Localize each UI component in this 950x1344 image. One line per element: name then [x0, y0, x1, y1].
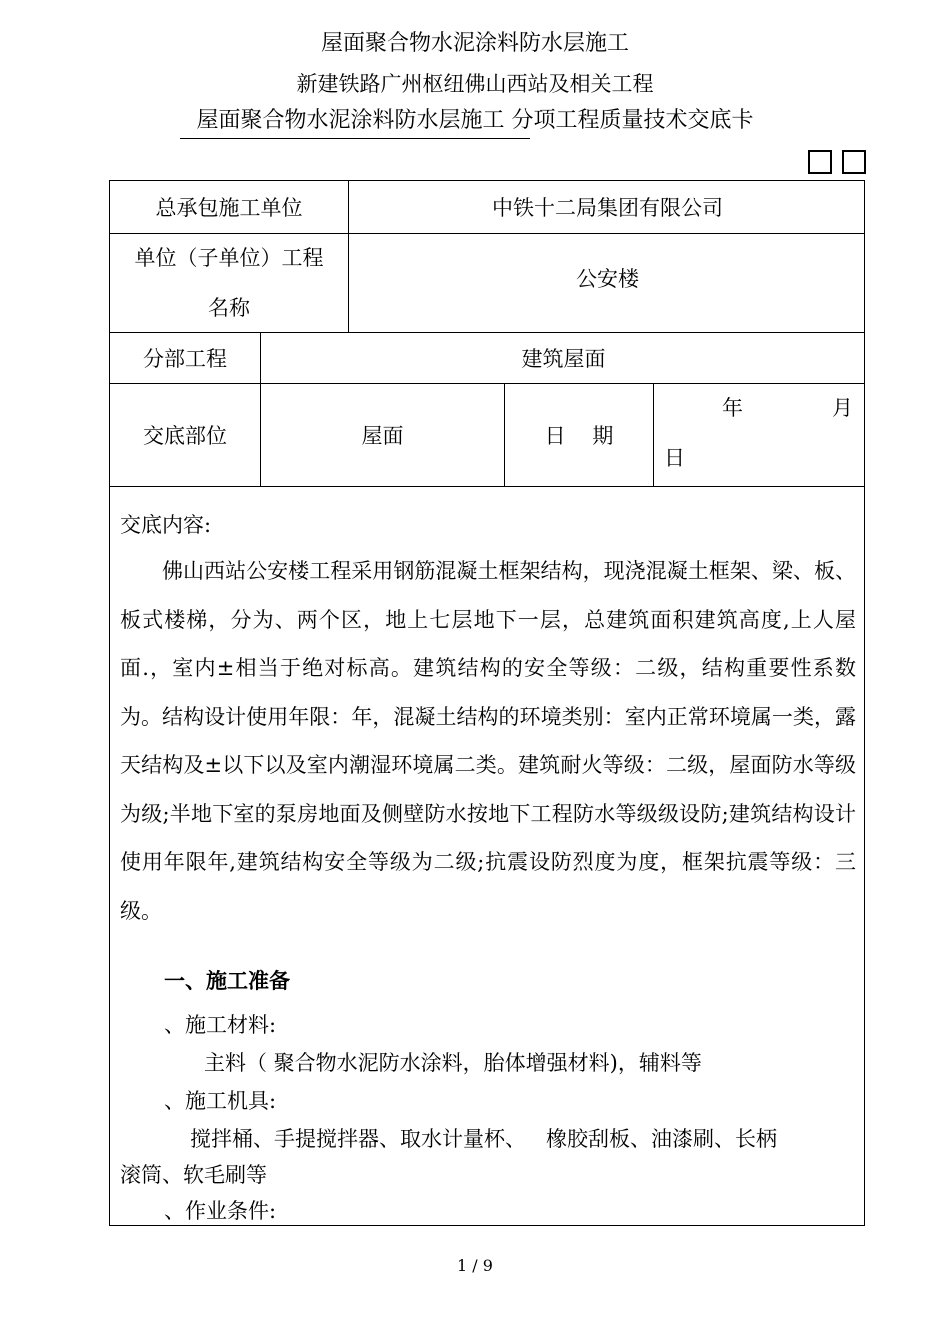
- row-contractor: [110, 181, 864, 234]
- contractor-label: 总承包施工单位: [110, 181, 349, 233]
- item-tools-body-2: 滚筒、软毛刷等: [120, 1163, 267, 1187]
- page-number: 1 / 9: [457, 1256, 493, 1275]
- item-tools-body-1: 搅拌桶、手提搅拌器、取水计量杯、 橡胶刮板、油漆刷、长柄: [190, 1127, 778, 1151]
- date-day: 日: [664, 446, 685, 470]
- date-month: 月: [832, 396, 853, 420]
- item-conditions-title: 、作业条件:: [164, 1199, 277, 1223]
- disclosure-table: [109, 180, 865, 1226]
- unit-label: [110, 234, 349, 332]
- row-unit: [110, 234, 864, 333]
- part-value: 屋面: [261, 384, 505, 486]
- section-preparation-title: 一、施工准备: [164, 969, 290, 993]
- row-part-date: [110, 384, 864, 487]
- card-title: 屋面聚合物水泥涂料防水层施工 分项工程质量技术交底卡: [196, 108, 754, 133]
- document-title: 屋面聚合物水泥涂料防水层施工: [320, 31, 629, 56]
- date-year: 年: [722, 396, 743, 420]
- item-materials-body: 主料（ 聚合物水泥防水涂料，胎体增强材料)，辅料等: [204, 1051, 702, 1075]
- date-value: [654, 384, 866, 486]
- unit-value: 公安楼: [576, 267, 639, 291]
- checkbox-2[interactable]: [842, 150, 866, 174]
- item-tools-title: 、施工机具:: [164, 1089, 277, 1113]
- project-name: 新建铁路广州枢纽佛山西站及相关工程: [296, 72, 654, 96]
- title-underline: [180, 138, 530, 139]
- division-value: 建筑屋面: [521, 347, 606, 371]
- project-overview: 佛山西站公安楼工程采用钢筋混凝土框架结构，现浇混凝土框架、梁、板、板式楼梯，分为、两个区，地上七层地下一层，总建筑面积建筑高度,上人屋面.，室内±相当于绝对标高。建筑结构的安全等级：二级，结构重要性系数为。结构设计使用年限：年，混凝土结构的环境类别：室内正常环境属一类，露天结构及±以下以及室内潮湿环境属二类。建筑耐火等级：二级，屋面防水等级为级;半地下室的泵房地面及侧壁防水按地下工程防水等级级设防;建筑结构设计使用年限年,建筑结构安全等级为二级;抗震设防烈度为度，框架抗震等级：三级。: [120, 559, 856, 923]
- unit-label-line1: 单位（子单位）工程: [134, 246, 324, 270]
- unit-label-line2: 名称: [208, 296, 250, 320]
- contractor-value: 中铁十二局集团有限公司: [492, 196, 723, 220]
- part-label: 交底部位: [110, 384, 261, 486]
- content-label: 交底内容:: [120, 513, 212, 537]
- date-label: 日 期: [505, 384, 654, 486]
- division-label: 分部工程: [110, 333, 261, 383]
- checkbox-1[interactable]: [808, 150, 832, 174]
- item-materials-title: 、施工材料:: [164, 1013, 277, 1037]
- row-division: [110, 333, 864, 384]
